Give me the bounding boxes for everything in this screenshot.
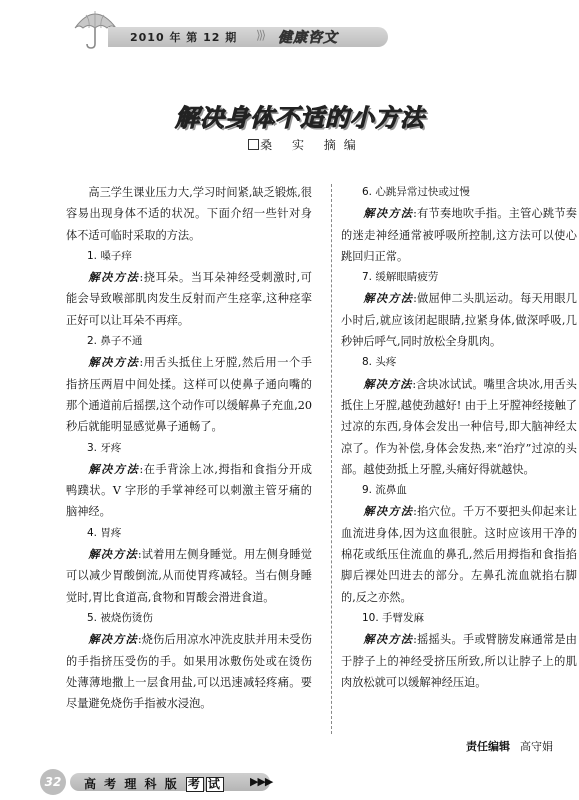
right-column [341, 182, 577, 693]
solution-paragraph [341, 374, 577, 480]
page-number: 32 [40, 769, 66, 795]
solution-text: :有节奏地吹手指。主管心跳节奏的迷走神经通常被呼吸所控制,这方法可以使心跳回归正常。 [341, 207, 577, 263]
solution-text: :掐穴位。千万不要把头仰起来让血流进身体,因为这血很脏。这时应该用干净的棉花或纸压住流血的鼻孔,然后用拇指和食指掐脚后裸处凹进去的部分。左鼻孔流血就掐右脚的,反之亦然。 [341, 505, 577, 604]
section-heading: 7. 缓解眼睛疲劳 [362, 271, 439, 284]
solution-text: :挠耳朵。当耳朵神经受刺激时,可能会导致喉部肌肉发生反射而产生痉挛,这种痉挛正好可以让耳朵不再痒。 [66, 271, 312, 327]
section-heading: 3. 牙疼 [87, 441, 122, 454]
solution-label: 解决方法 [88, 633, 138, 647]
section-heading: 4. 胃疼 [87, 526, 122, 539]
solution-paragraph [341, 501, 577, 607]
solution-text: :烧伤后用凉水冲洗皮肤并用未受伤的手指挤压受伤的手。如果用冰敷伤处或在烫伤处薄薄地撒上一层食用盐,可以迅速减轻疼痛。要尽量避免烧伤手指被水浸泡。 [66, 633, 312, 711]
magazine-box-2: 试 [207, 777, 222, 791]
solution-text: :用舌头抵住上牙膛,然后用一个手指挤压两眉中间处揉。这样可以使鼻子通向嘴的那个通道前后摇摆,这个动作可以缓解鼻子充血,20 秒后就能明显感觉鼻子通畅了。 [66, 356, 312, 434]
solution-text: :做屈伸二头肌运动。每天用眼几小时后,就应该闭起眼睛,拉紧身体,做深呼吸,几秒钟后呼气,同时放松全身肌肉。 [341, 292, 577, 349]
magazine-edition: 高 考 理 科 版 [84, 777, 185, 791]
solution-paragraph [66, 629, 312, 714]
page-header [0, 0, 579, 60]
solution-label: 解决方法 [363, 207, 414, 221]
chevron-icon: ⟩⟩⟩ [256, 28, 265, 42]
section-heading: 9. 流鼻血 [362, 484, 407, 497]
solution-label: 解决方法 [363, 377, 413, 391]
section-heading: 1. 嗓子痒 [87, 249, 132, 262]
solution-paragraph [341, 629, 577, 693]
solution-label: 解决方法 [88, 548, 138, 562]
page-footer [40, 767, 300, 797]
section-heading: 5. 被烧伤烫伤 [87, 611, 153, 624]
solution-text: :在手背涂上冰,拇指和食指分开成鸭蹼状。V 字形的手掌神经可以刺激主管牙痛的脑神经。 [66, 462, 312, 519]
solution-text: :试着用左侧身睡觉。用左侧身睡觉可以减少胃酸倒流,从而使胃疼减轻。当右侧身睡觉时,胃比食道高,食物和胃酸会滑进食道。 [66, 548, 312, 604]
solution-label: 解决方法 [88, 271, 140, 285]
left-column [66, 182, 312, 714]
solution-paragraph [66, 352, 312, 437]
magazine-box-1: 考 [187, 777, 202, 791]
issue-label: 2010 年 第 12 期 [130, 31, 238, 44]
section-heading: 2. 鼻子不通 [87, 335, 143, 348]
solution-paragraph [66, 267, 312, 331]
box-icon [248, 139, 259, 150]
editor-label: 责任编辑 [466, 740, 510, 753]
section-heading: 10. 手臂发麻 [362, 611, 425, 624]
section-heading: 8. 头疼 [362, 356, 397, 369]
arrow-icon: ▶▶▶ [250, 775, 273, 788]
solution-text: :摇摇头。手或臂膀发麻通常是由于脖子上的神经受挤压所致,所以让脖子上的肌肉放松就可以缓解神经压迫。 [341, 633, 577, 689]
solution-label: 解决方法 [363, 292, 414, 306]
editor-credit [466, 738, 553, 754]
solution-label: 解决方法 [88, 356, 140, 370]
solution-label: 解决方法 [363, 505, 414, 519]
solution-label: 解决方法 [88, 462, 140, 476]
section-heading: 6. 心跳异常过快或过慢 [362, 186, 470, 198]
intro-paragraph: 高三学生课业压力大,学习时间紧,缺乏锻炼,很容易出现身体不适的状况。下面介绍一些针对身体不适可临时采取的方法。 [66, 186, 312, 242]
author: 桑 实 摘编 [260, 138, 364, 152]
solution-paragraph [66, 544, 312, 608]
article-byline [226, 136, 386, 153]
column-name: 健康咨文 [278, 30, 338, 46]
solution-text: :含块冰试试。嘴里含块冰,用舌头抵住上牙膛,越使劲越好! 由于上牙膛神经接触了过凉的东西,身体会发出一种信号,即大脑神经太凉了。作为补偿,身体会发热,来“治疗”过凉的头部。越使劲抵上牙膛,头痛好得就越快。 [341, 377, 577, 476]
editor-name: 高守娟 [520, 740, 553, 753]
solution-paragraph [66, 459, 312, 523]
solution-label: 解决方法 [363, 633, 414, 647]
article-title: 解决身体不适的小方法 [175, 104, 425, 132]
solution-paragraph [341, 288, 577, 352]
column-divider [331, 184, 332, 734]
magazine-name [84, 775, 225, 792]
solution-paragraph [341, 203, 577, 267]
